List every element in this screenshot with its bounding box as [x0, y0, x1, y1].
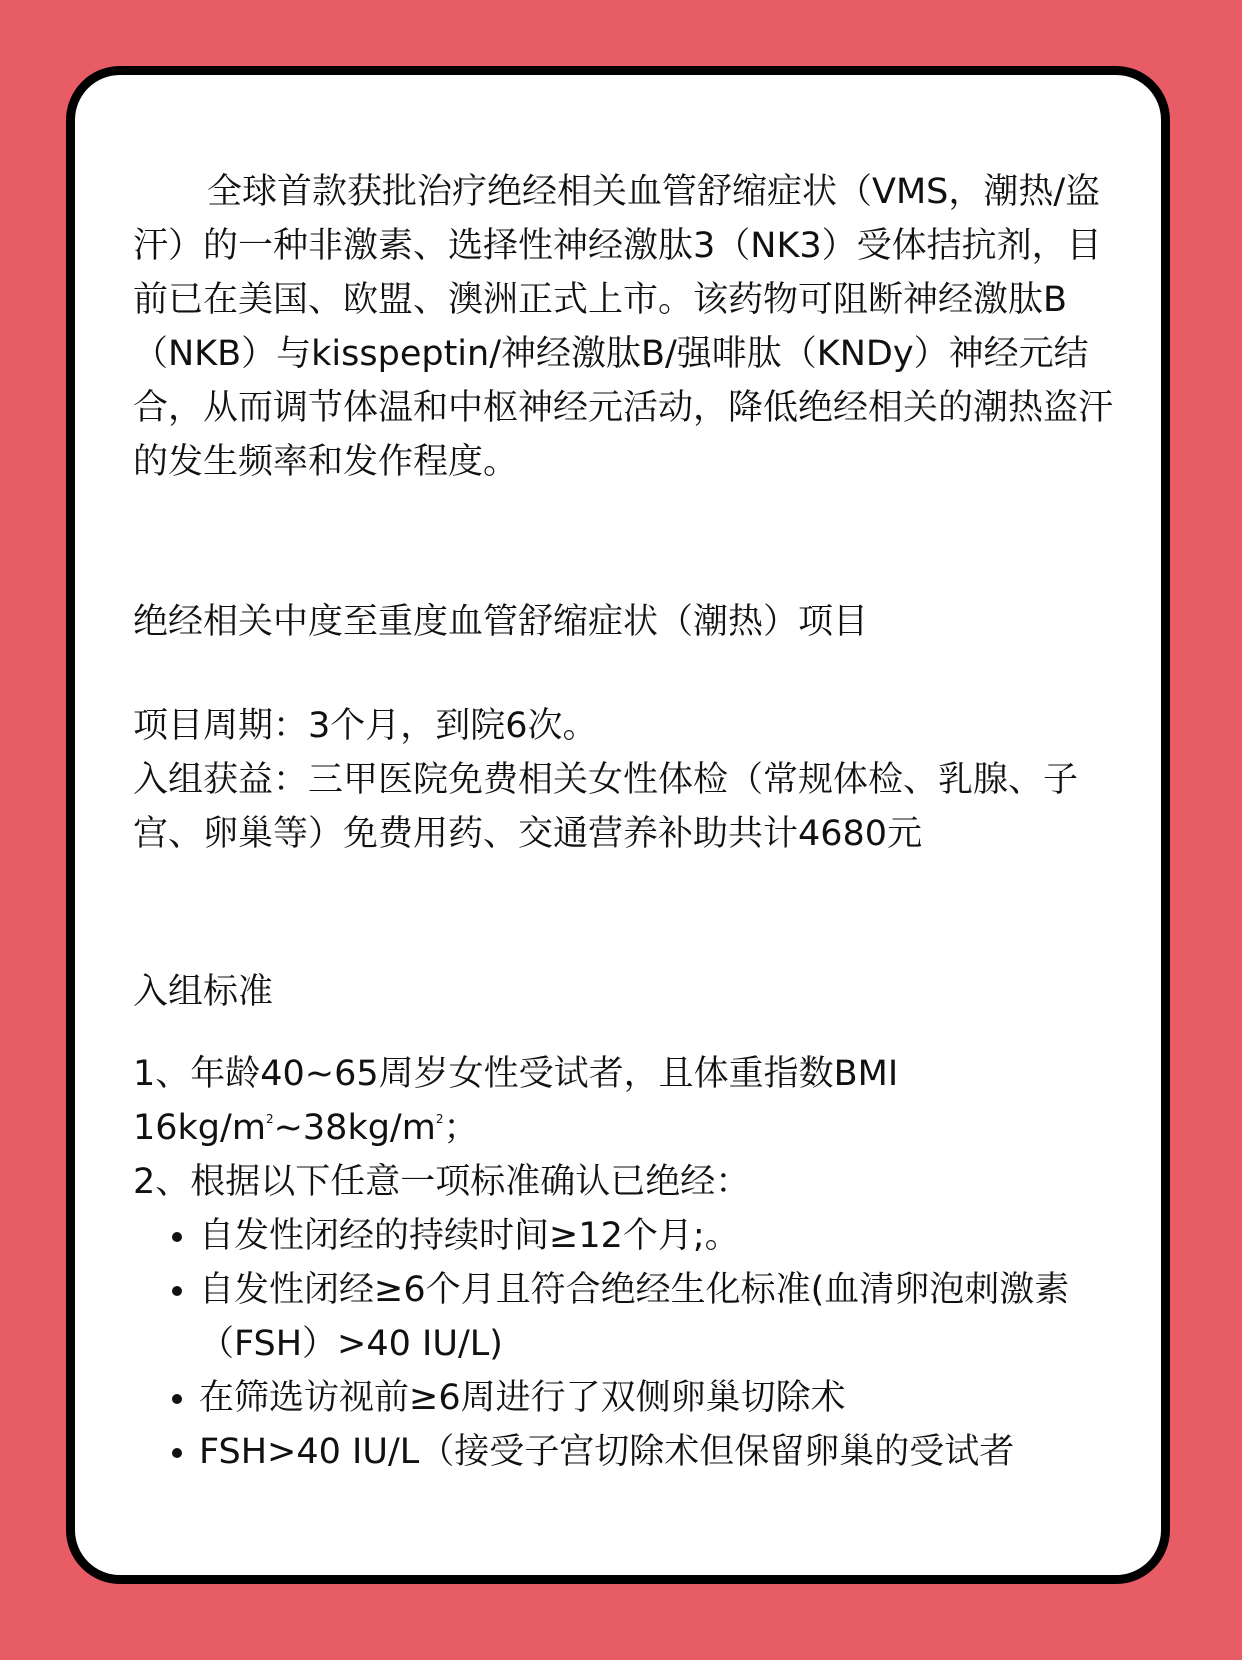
- list-item: • FSH>40 IU/L（接受子宫切除术但保留卵巢的受试者: [199, 1425, 1133, 1479]
- article-body: [133, 165, 1133, 1479]
- intro-paragraph: 全球首款获批治疗绝经相关血管舒缩症状（VMS，潮热/盗汗）的一种非激素、选择性神经激肽3（NK3）受体拮抗剂，目前已在美国、欧盟、澳洲正式上市。该药物可阻断神经激肽B（NKB）与kisspeptin/神经激肽B/强啡肽（KNDy）神经元结合，从而调节体温和中枢神经元活动，降低绝经相关的潮热盗汗的发生频率和发作程度。: [133, 172, 1114, 482]
- project-period: 项目周期：3个月，到院6次。: [133, 706, 598, 746]
- menopause-criteria-list: [133, 1209, 1133, 1479]
- bmi-range-punct: ；: [443, 1108, 479, 1148]
- bmi-range-max-sup: 2: [435, 1112, 444, 1126]
- criteria-title: 入组标准: [133, 972, 274, 1012]
- bmi-range-max: ~38kg/m: [273, 1108, 436, 1148]
- criteria-item-2: 2、根据以下任意一项标准确认已绝经：: [133, 1162, 751, 1202]
- content-card: [66, 66, 1170, 1584]
- bmi-range: [133, 1101, 478, 1155]
- project-title: 绝经相关中度至重度血管舒缩症状（潮热）项目: [133, 602, 869, 642]
- list-item: • 在筛选访视前≥6周进行了双侧卵巢切除术: [199, 1371, 1133, 1425]
- list-item: • 自发性闭经的持续时间≥12个月;。: [199, 1209, 1133, 1263]
- bmi-range-unit: m: [231, 1108, 266, 1148]
- criteria-item-1: [133, 1047, 1133, 1155]
- criteria-item-1-text: 1、年龄40~65周岁女性受试者，且体重指数BMI: [133, 1054, 899, 1094]
- list-item: • 自发性闭经≥6个月且符合绝经生化标准(血清卵泡刺激素（FSH）>40 IU/L): [199, 1263, 1133, 1371]
- bmi-range-min: 16kg/: [133, 1108, 232, 1148]
- bmi-range-unit-sup: 2: [265, 1112, 274, 1126]
- enrollment-benefits: 入组获益：三甲医院免费相关女性体检（常规体检、乳腺、子宫、卵巢等）免费用药、交通营养补助共计4680元: [133, 760, 1079, 854]
